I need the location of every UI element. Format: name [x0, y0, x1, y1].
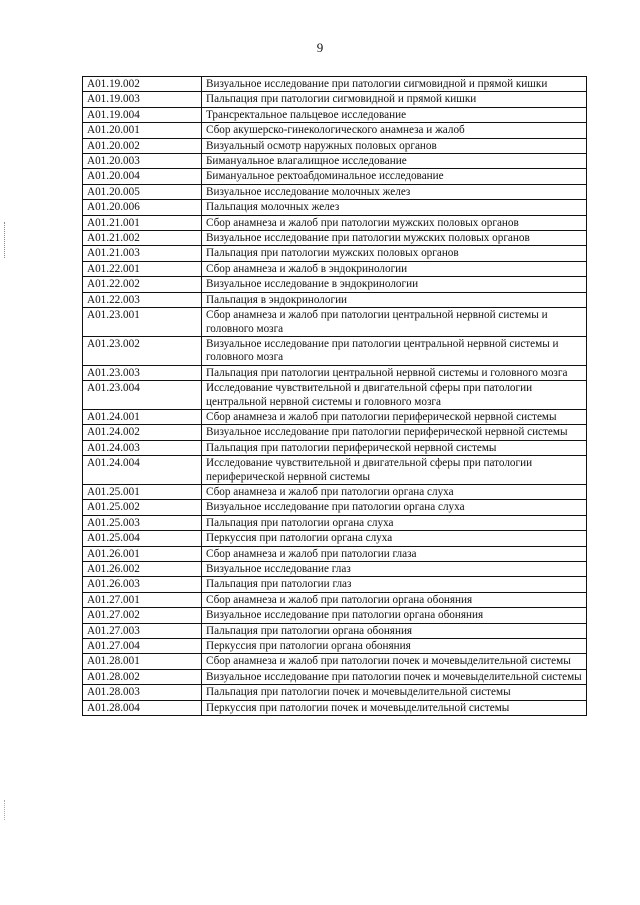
service-name: Пальпация при патологии органа обоняния — [202, 623, 587, 638]
service-name: Исследование чувствительной и двигательной сферы при патологии периферической нервной системы — [202, 456, 587, 485]
service-name: Визуальное исследование при патологии органа обоняния — [202, 608, 587, 623]
service-name: Сбор анамнеза и жалоб при патологии периферической нервной системы — [202, 409, 587, 424]
page-number: 9 — [316, 40, 324, 55]
service-name: Бимануальное влагалищное исследование — [202, 154, 587, 169]
service-name: Визуальное исследование глаз — [202, 562, 587, 577]
service-name: Пальпация в эндокринологии — [202, 292, 587, 307]
table-row — [83, 425, 587, 440]
service-code: A01.25.002 — [83, 500, 202, 515]
service-name: Визуальный осмотр наружных половых органов — [202, 138, 587, 153]
service-name: Пальпация при патологии почек и мочевыделительной системы — [202, 685, 587, 700]
service-name: Визуальное исследование при патологии центральной нервной системы и головного мозга — [202, 336, 587, 365]
scan-margin-mark — [4, 222, 6, 258]
table-row — [83, 484, 587, 499]
service-code: A01.24.003 — [83, 440, 202, 455]
table-row — [83, 440, 587, 455]
table-row — [83, 515, 587, 530]
table-row — [83, 292, 587, 307]
service-name: Визуальное исследование при патологии мужских половых органов — [202, 231, 587, 246]
table-row — [83, 184, 587, 199]
service-name: Визуальное исследование в эндокринологии — [202, 277, 587, 292]
service-code: A01.27.002 — [83, 608, 202, 623]
service-name: Пальпация молочных желез — [202, 200, 587, 215]
service-code: A01.27.004 — [83, 639, 202, 654]
table-row — [83, 200, 587, 215]
service-code: A01.20.002 — [83, 138, 202, 153]
table-row — [83, 154, 587, 169]
service-name: Перкуссия при патологии органа слуха — [202, 531, 587, 546]
service-code: A01.22.002 — [83, 277, 202, 292]
service-code: A01.28.004 — [83, 700, 202, 715]
service-name: Сбор анамнеза и жалоб при патологии органа обоняния — [202, 592, 587, 607]
service-code: A01.23.002 — [83, 336, 202, 365]
service-code: A01.20.004 — [83, 169, 202, 184]
service-code: A01.26.003 — [83, 577, 202, 592]
table-row — [83, 700, 587, 715]
table-row — [83, 577, 587, 592]
service-code: A01.22.003 — [83, 292, 202, 307]
service-code: A01.23.003 — [83, 365, 202, 380]
service-name: Сбор анамнеза и жалоб при патологии органа слуха — [202, 484, 587, 499]
table-row — [83, 261, 587, 276]
table-row — [83, 308, 587, 337]
service-code: A01.20.003 — [83, 154, 202, 169]
table-row — [83, 685, 587, 700]
table-row — [83, 365, 587, 380]
table-row — [83, 654, 587, 669]
service-name: Визуальное исследование при патологии органа слуха — [202, 500, 587, 515]
service-name: Пальпация при патологии органа слуха — [202, 515, 587, 530]
service-code: A01.21.003 — [83, 246, 202, 261]
service-code: A01.24.002 — [83, 425, 202, 440]
service-name: Пальпация при патологии периферической нервной системы — [202, 440, 587, 455]
table-row — [83, 77, 587, 92]
service-name: Сбор анамнеза и жалоб при патологии мужских половых органов — [202, 215, 587, 230]
table-row — [83, 381, 587, 410]
service-name: Трансректальное пальцевое исследование — [202, 107, 587, 122]
service-code: A01.25.003 — [83, 515, 202, 530]
service-code: A01.28.002 — [83, 669, 202, 684]
table-row — [83, 608, 587, 623]
table-row — [83, 92, 587, 107]
table-row — [83, 456, 587, 485]
service-name: Исследование чувствительной и двигательной сферы при патологии центральной нервной системы и головного мозга — [202, 381, 587, 410]
table-row — [83, 592, 587, 607]
service-code: A01.27.001 — [83, 592, 202, 607]
table-row — [83, 336, 587, 365]
table-row — [83, 409, 587, 424]
service-code: A01.23.001 — [83, 308, 202, 337]
table-row — [83, 669, 587, 684]
scan-margin-mark — [4, 800, 6, 820]
table-row — [83, 277, 587, 292]
service-code: A01.19.002 — [83, 77, 202, 92]
service-code: A01.20.006 — [83, 200, 202, 215]
service-name: Визуальное исследование при патологии сигмовидной и прямой кишки — [202, 77, 587, 92]
service-name: Визуальное исследование при патологии почек и мочевыделительной системы — [202, 669, 587, 684]
service-name: Пальпация при патологии центральной нервной системы и головного мозга — [202, 365, 587, 380]
service-code: A01.24.001 — [83, 409, 202, 424]
service-name: Сбор акушерско-гинекологического анамнеза и жалоб — [202, 123, 587, 138]
service-code: A01.20.001 — [83, 123, 202, 138]
service-code: A01.26.002 — [83, 562, 202, 577]
service-code: A01.21.002 — [83, 231, 202, 246]
service-name: Пальпация при патологии мужских половых органов — [202, 246, 587, 261]
table-row — [83, 231, 587, 246]
service-code: A01.23.004 — [83, 381, 202, 410]
table-row — [83, 623, 587, 638]
service-code: A01.22.001 — [83, 261, 202, 276]
service-code: A01.28.003 — [83, 685, 202, 700]
service-name: Сбор анамнеза и жалоб в эндокринологии — [202, 261, 587, 276]
service-code: A01.25.001 — [83, 484, 202, 499]
table-row — [83, 500, 587, 515]
service-code: A01.28.001 — [83, 654, 202, 669]
table-row — [83, 546, 587, 561]
table-row — [83, 246, 587, 261]
service-code: A01.21.001 — [83, 215, 202, 230]
service-code: A01.25.004 — [83, 531, 202, 546]
table-row — [83, 169, 587, 184]
service-code: A01.20.005 — [83, 184, 202, 199]
services-table — [82, 76, 587, 716]
service-name: Визуальное исследование молочных желез — [202, 184, 587, 199]
service-name: Пальпация при патологии глаз — [202, 577, 587, 592]
table-row — [83, 138, 587, 153]
service-name: Сбор анамнеза и жалоб при патологии почек и мочевыделительной системы — [202, 654, 587, 669]
table-row — [83, 562, 587, 577]
table-row — [83, 123, 587, 138]
service-name: Визуальное исследование при патологии периферической нервной системы — [202, 425, 587, 440]
service-code: A01.19.004 — [83, 107, 202, 122]
service-code: A01.19.003 — [83, 92, 202, 107]
table-row — [83, 107, 587, 122]
service-name: Перкуссия при патологии почек и мочевыделительной системы — [202, 700, 587, 715]
service-name: Сбор анамнеза и жалоб при патологии центральной нервной системы и головного мозга — [202, 308, 587, 337]
service-code: A01.26.001 — [83, 546, 202, 561]
service-name: Бимануальное ректоабдоминальное исследование — [202, 169, 587, 184]
table-row — [83, 215, 587, 230]
service-name: Перкуссия при патологии органа обоняния — [202, 639, 587, 654]
table-row — [83, 531, 587, 546]
service-code: A01.27.003 — [83, 623, 202, 638]
table-row — [83, 639, 587, 654]
service-name: Сбор анамнеза и жалоб при патологии глаза — [202, 546, 587, 561]
service-name: Пальпация при патологии сигмовидной и прямой кишки — [202, 92, 587, 107]
service-code: A01.24.004 — [83, 456, 202, 485]
services-table-body — [83, 77, 587, 716]
